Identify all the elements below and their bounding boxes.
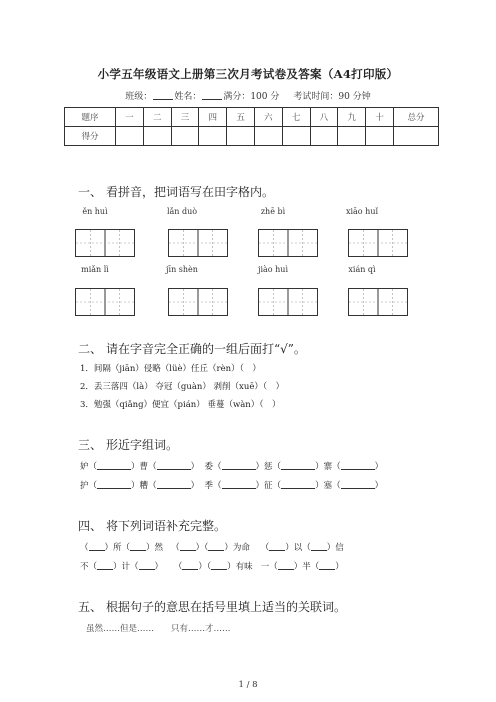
pinyin-label: zhē bì [260, 207, 286, 216]
idiom-text: ）为命 [224, 543, 250, 553]
answer-blank[interactable] [281, 479, 315, 489]
score-input-cell[interactable] [199, 127, 227, 146]
section-title: 请在字音完全正确的一组后面打“√”。 [106, 342, 306, 356]
tianzige-box[interactable] [168, 288, 228, 316]
answer-blank[interactable] [311, 541, 327, 551]
section-number: 一、 [78, 185, 103, 199]
answer-blank[interactable] [281, 460, 315, 470]
score-input-cell[interactable] [254, 127, 282, 146]
exam-info [0, 89, 496, 102]
score-input-cell[interactable] [338, 127, 366, 146]
char-label: 季 [204, 481, 213, 491]
char-label: 曹 [139, 462, 149, 472]
idiom-text: ）计（ [113, 562, 139, 572]
idiom-text: ） [154, 562, 164, 572]
tianzige-grid [169, 289, 227, 315]
char-label: 惩 [264, 462, 273, 472]
answer-blank[interactable] [182, 560, 198, 570]
idiom-text: ）所（ [104, 543, 131, 553]
char-label: 塞 [323, 481, 333, 491]
page-title: 小学五年级语文上册第三次月考试卷及答案（A4打印版） [97, 67, 399, 81]
tianzige-box[interactable] [348, 229, 408, 257]
score-input-cell[interactable] [310, 127, 338, 146]
answer-blank[interactable] [97, 479, 131, 489]
section-5-heading [78, 598, 346, 615]
score-cell: 题序 [65, 108, 116, 127]
section-number: 五、 [78, 600, 103, 614]
score-table-header-row [65, 108, 439, 127]
pinyin-label: miǎn lì [81, 265, 109, 274]
score-input-cell[interactable] [394, 127, 439, 146]
tianzige-box[interactable] [75, 229, 135, 257]
char-label: 糟 [139, 481, 149, 491]
score-cell: 九 [338, 108, 366, 127]
score-input-cell[interactable] [171, 127, 199, 146]
section-title: 形近字组词。 [106, 438, 179, 452]
score-cell: 四 [199, 108, 227, 127]
word-group-row: 妒（ ）曹（ ） 委（ ）惩（ ）寨（ ） [80, 462, 384, 472]
idiom-row: （ ）所（ ）然 （ ）（ ）为命 （ ）以（ ）信 [80, 543, 344, 553]
name-blank[interactable] [202, 90, 222, 100]
answer-blank[interactable] [208, 541, 224, 551]
pinyin-label: jiào huì [257, 265, 289, 274]
score-input-cell[interactable] [366, 127, 394, 146]
section-title: 看拼音，把词语写在田字格内。 [106, 185, 275, 199]
score-cell: 六 [254, 108, 282, 127]
class-label: 班级： [125, 92, 153, 102]
answer-blank[interactable] [319, 560, 335, 570]
char-label: 妒 [80, 462, 89, 472]
pinyin-label: xián qì [348, 265, 376, 274]
section-number: 二、 [78, 342, 103, 356]
idiom-text: 一（ [260, 562, 278, 572]
answer-blank[interactable] [97, 460, 131, 470]
score-cell: 总分 [394, 108, 439, 127]
tianzige-box[interactable] [75, 288, 135, 316]
answer-blank[interactable] [157, 479, 191, 489]
score-input-cell[interactable] [282, 127, 310, 146]
tianzige-box[interactable] [348, 288, 408, 316]
word-group-row: 护（ ）糟（ ） 季（ ）征（ ）塞（ ） [80, 481, 384, 491]
tianzige-box[interactable] [258, 229, 318, 257]
idiom-text: ）以（ [285, 543, 311, 553]
pinyin-label: jīn shèn [166, 265, 198, 274]
answer-blank[interactable] [157, 460, 191, 470]
score-input-cell[interactable] [143, 127, 171, 146]
idiom-row: 不（ ）计（ ） （ ）（ ）有味 一（ ）半（ ） [80, 562, 344, 572]
class-blank[interactable] [153, 90, 173, 100]
exam-time: 考试时间：90 分钟 [293, 92, 371, 102]
section-4-heading [78, 517, 226, 534]
idiom-text: ）（ [195, 543, 209, 553]
score-cell: 五 [227, 108, 255, 127]
section-title: 根据句子的意思在括号里填上适当的关联词。 [106, 600, 347, 614]
question-item: 3．勉强（qiǎng）便宜（pián） 垂蔓（wàn）（ ） [80, 400, 281, 410]
answer-blank[interactable] [139, 560, 155, 570]
section-title: 将下列词语补充完整。 [106, 519, 227, 533]
answer-blank[interactable] [278, 560, 294, 570]
answer-blank[interactable] [341, 460, 375, 470]
section-2-heading [78, 340, 306, 357]
score-cell: 七 [282, 108, 310, 127]
score-cell: 二 [143, 108, 171, 127]
char-label: 委 [204, 462, 213, 472]
tianzige-box[interactable] [168, 229, 228, 257]
idiom-text: ）信 [326, 543, 344, 553]
section-number: 四、 [78, 519, 103, 533]
idiom-text: ） [335, 562, 344, 572]
tianzige-grid [76, 289, 134, 315]
section-number: 三、 [78, 438, 103, 452]
page-number: 1 / 8 [238, 680, 258, 690]
tianzige-grid [169, 230, 227, 256]
idiom-text: ）然 [146, 543, 164, 553]
idiom-text: 不（ [80, 562, 98, 572]
idiom-text: ）（ [198, 562, 212, 572]
pinyin-label: lǎn duò [166, 207, 198, 216]
score-input-cell[interactable] [116, 127, 144, 146]
score-input-cell[interactable] [227, 127, 255, 146]
score-cell: 十 [366, 108, 394, 127]
score-table [64, 107, 439, 146]
answer-blank[interactable] [89, 541, 105, 551]
answer-blank[interactable] [97, 560, 113, 570]
answer-blank[interactable] [269, 541, 285, 551]
question-item: 2．丢三落四（là） 夺冠（guàn） 剥削（xuē）（ ） [80, 382, 285, 392]
idiom-text: ）有味 [227, 562, 253, 572]
answer-blank[interactable] [130, 541, 146, 551]
tianzige-box[interactable] [258, 288, 318, 316]
pinyin-label: ěn huì [82, 207, 108, 216]
tianzige-grid [259, 289, 317, 315]
score-cell: 三 [171, 108, 199, 127]
score-cell: 得分 [65, 127, 116, 146]
char-label: 征 [264, 481, 273, 491]
answer-blank[interactable] [341, 479, 375, 489]
question-item: 1．间隔（jiān）侵略（lüè）任丘（rèn）（ ） [80, 364, 261, 374]
full-score: 满分：100 分 [223, 92, 280, 102]
name-label: 姓名： [174, 92, 202, 102]
score-table-score-row [65, 127, 439, 146]
tianzige-grid [349, 289, 407, 315]
pinyin-label: xiāo huǐ [345, 207, 379, 216]
answer-blank[interactable] [222, 479, 256, 489]
answer-blank[interactable] [222, 460, 256, 470]
char-label: 护 [80, 481, 89, 491]
score-cell: 八 [310, 108, 338, 127]
answer-blank[interactable] [180, 541, 196, 551]
tianzige-grid [259, 230, 317, 256]
score-cell: 一 [116, 108, 144, 127]
section-1-heading [78, 183, 274, 200]
tianzige-grid [76, 230, 134, 256]
answer-blank[interactable] [211, 560, 227, 570]
conjunction-options: 虽然……但是…… 只有……才…… [86, 624, 231, 634]
char-label: 寨 [323, 462, 333, 472]
section-3-heading [78, 436, 178, 453]
idiom-text: ）半（ [293, 562, 320, 572]
tianzige-grid [349, 230, 407, 256]
